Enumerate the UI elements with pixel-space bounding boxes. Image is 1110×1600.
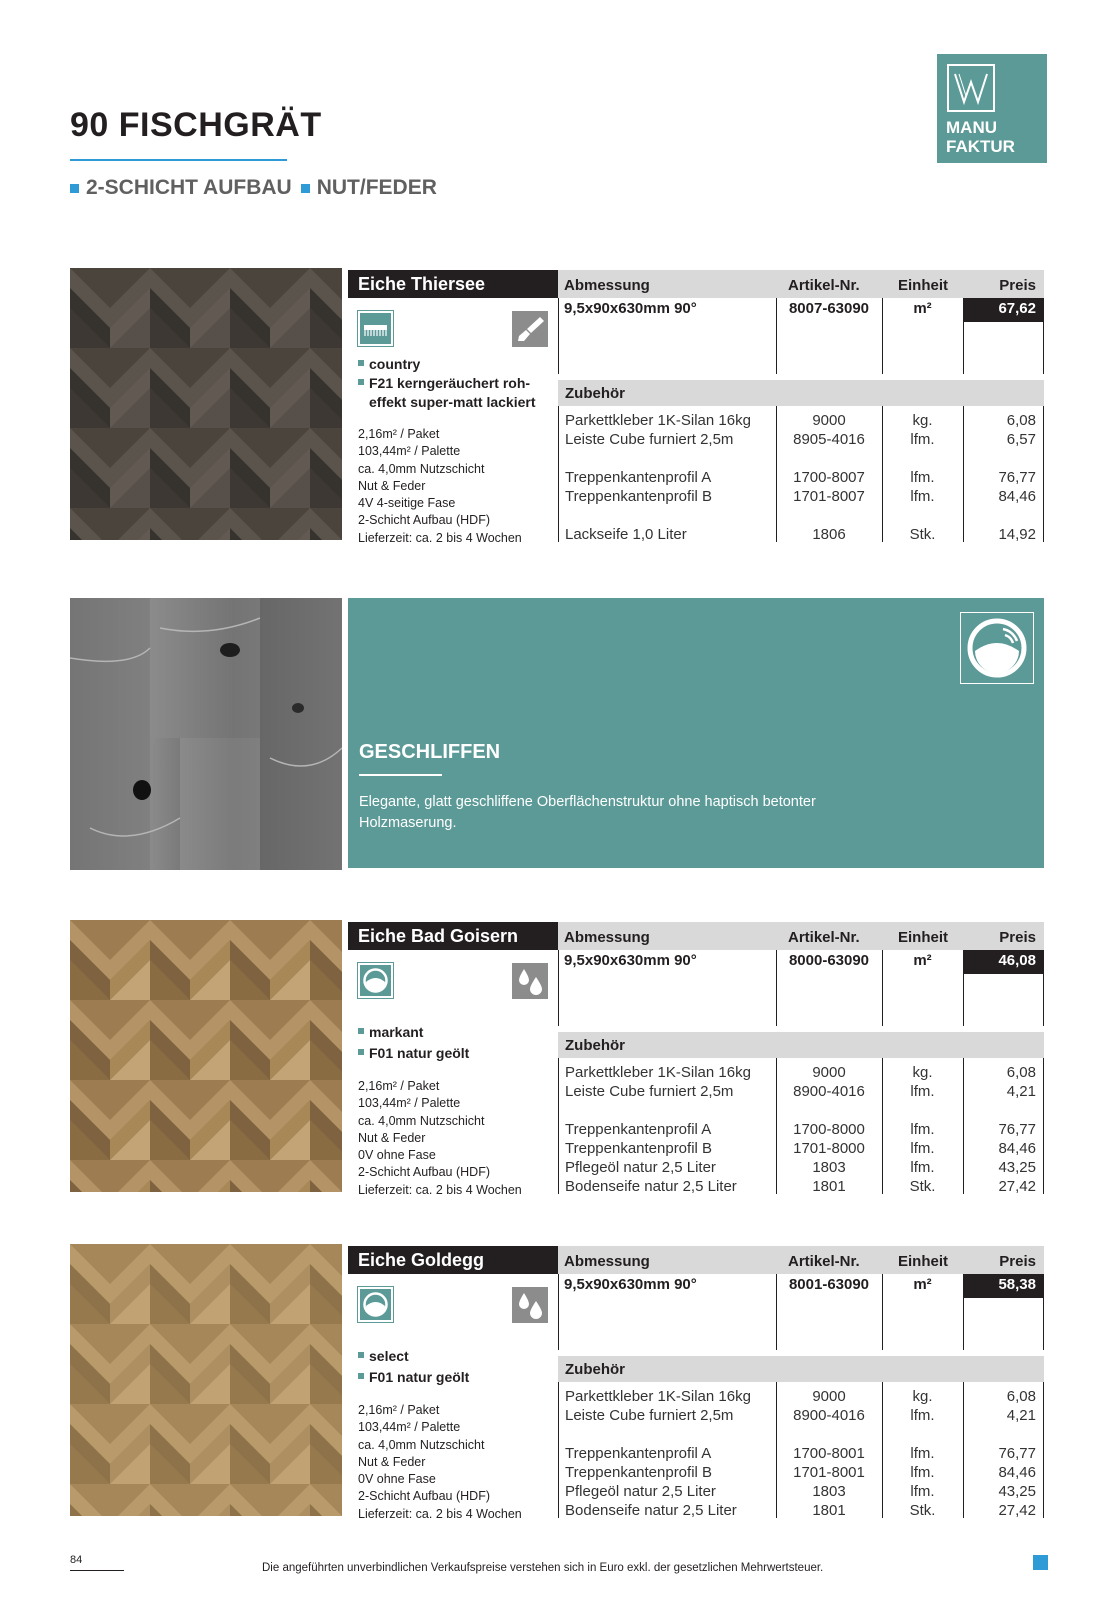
- accessory-row: Bodenseife natur 2,5 Liter 1801 Stk. 27,42: [565, 1502, 1036, 1519]
- accessory-row: Parkettkleber 1K-Silan 16kg 9000 kg. 6,08: [565, 1388, 1036, 1405]
- sanded-surface-image: [70, 598, 342, 870]
- w-logo-icon: [947, 64, 995, 112]
- price-badge: 67,62: [963, 298, 1044, 322]
- sanded-surface-icon: [960, 612, 1034, 684]
- product-features: country F21 kerngeräuchert roh- effekt super-matt lackiert: [358, 355, 536, 412]
- finish-info-panel: [348, 598, 1044, 868]
- product-specs: 2,16m² / Paket 103,44m² / Palette ca. 4,0mm Nutzschicht Nut & Feder 0V ohne Fase 2-Schicht Aufbau (HDF) Lieferzeit: ca. 2 bis 4 Wochen: [358, 1079, 522, 1197]
- product-name: Eiche Bad Goisern: [348, 922, 560, 950]
- dimension-value: 9,5x90x630mm 90°: [564, 300, 697, 317]
- product-specs: 2,16m² / Paket 103,44m² / Palette ca. 4,0mm Nutzschicht Nut & Feder 4V 4-seitige Fase 2-Schicht Aufbau (HDF) Lieferzeit: ca. 2 bis 4 Wochen: [358, 427, 522, 545]
- accessory-row: Pflegeöl natur 2,5 Liter 1803 lfm. 43,25: [565, 1159, 1036, 1176]
- dimension-value: 9,5x90x630mm 90°: [564, 1276, 697, 1293]
- accessory-row: Leiste Cube furniert 2,5m 8900-4016 lfm. 4,21: [565, 1407, 1036, 1424]
- product-name: Eiche Goldegg: [348, 1246, 560, 1274]
- accessory-row: Bodenseife natur 2,5 Liter 1801 Stk. 27,42: [565, 1178, 1036, 1195]
- table-header: Abmessung Artikel-Nr. Einheit Preis: [558, 922, 1044, 950]
- page-number: 84: [70, 1554, 83, 1566]
- logo-text: MANU FAKTUR: [946, 118, 1015, 156]
- price-badge: 58,38: [963, 1274, 1044, 1298]
- finish-heading: GESCHLIFFEN: [359, 741, 501, 763]
- accessory-row: Lackseife 1,0 Liter 1806 Stk. 14,92: [565, 526, 1036, 543]
- unit-value: m²: [913, 952, 932, 969]
- title-underline: [70, 159, 287, 161]
- dimension-value: 9,5x90x630mm 90°: [564, 952, 697, 969]
- article-number: 8001-63090: [788, 1276, 870, 1293]
- accessory-row: Treppenkantenprofil B 1701-8001 lfm. 84,46: [565, 1464, 1036, 1481]
- accessory-row: Pflegeöl natur 2,5 Liter 1803 lfm. 43,25: [565, 1483, 1036, 1500]
- accessories-header: Zubehör: [558, 1032, 1044, 1058]
- oil-drops-icon: [512, 1287, 548, 1323]
- paint-brush-icon: [512, 311, 548, 347]
- bullet-square: [301, 184, 310, 193]
- accessory-row: Treppenkantenprofil A 1700-8007 lfm. 76,77: [565, 469, 1036, 486]
- product-name: Eiche Thiersee: [348, 270, 560, 298]
- footer-marker: [1033, 1555, 1048, 1570]
- table-header: Abmessung Artikel-Nr. Einheit Preis: [558, 1246, 1044, 1274]
- article-number: 8007-63090: [788, 300, 870, 317]
- accessory-row: Treppenkantenprofil A 1700-8000 lfm. 76,77: [565, 1121, 1036, 1138]
- accessory-row: Leiste Cube furniert 2,5m 8900-4016 lfm. 4,21: [565, 1083, 1036, 1100]
- accessory-row: Parkettkleber 1K-Silan 16kg 9000 kg. 6,08: [565, 412, 1036, 429]
- table-header: Abmessung Artikel-Nr. Einheit Preis: [558, 270, 1044, 298]
- accessory-row: Treppenkantenprofil A 1700-8001 lfm. 76,77: [565, 1445, 1036, 1462]
- page-number-rule: [70, 1570, 124, 1571]
- accessory-row: Leiste Cube furniert 2,5m 8905-4016 lfm. 6,57: [565, 431, 1036, 448]
- accessory-row: Treppenkantenprofil B 1701-8007 lfm. 84,46: [565, 488, 1036, 505]
- unit-value: m²: [913, 1276, 932, 1293]
- subtitle-joint: NUT/FEDER: [316, 176, 437, 199]
- accessories-header: Zubehör: [558, 1356, 1044, 1382]
- oil-drops-icon: [512, 963, 548, 999]
- accessory-row: Treppenkantenprofil B 1701-8000 lfm. 84,46: [565, 1140, 1036, 1157]
- price-disclaimer: Die angeführten unverbindlichen Verkaufspreise verstehen sich in Euro exkl. der gesetzlichen Mehrwertsteuer.: [262, 1562, 824, 1574]
- page-title: 90 FISCHGRÄT: [70, 106, 322, 144]
- product-features: markant F01 natur geölt: [358, 1023, 469, 1063]
- article-number: 8000-63090: [788, 952, 870, 969]
- product-image-eiche-thiersee: [70, 268, 342, 540]
- brush-surface-icon: [358, 311, 393, 346]
- product-features: select F01 natur geölt: [358, 1347, 469, 1387]
- unit-value: m²: [913, 300, 932, 317]
- sanded-surface-icon: [358, 963, 393, 998]
- manufaktur-logo: [937, 54, 1047, 163]
- product-specs: 2,16m² / Paket 103,44m² / Palette ca. 4,0mm Nutzschicht Nut & Feder 0V ohne Fase 2-Schicht Aufbau (HDF) Lieferzeit: ca. 2 bis 4 Wochen: [358, 1403, 522, 1521]
- product-image-eiche-goldegg: [70, 1244, 342, 1516]
- price-badge: 46,08: [963, 950, 1044, 974]
- bullet-square: [70, 184, 79, 193]
- page-subtitle: [70, 176, 437, 200]
- product-image-eiche-bad-goisern: [70, 920, 342, 1192]
- sanded-surface-icon: [358, 1287, 393, 1322]
- accessory-row: Parkettkleber 1K-Silan 16kg 9000 kg. 6,08: [565, 1064, 1036, 1081]
- finish-description: Elegante, glatt geschliffene Oberflächenstruktur ohne haptisch betonter Holzmaserung.: [359, 794, 816, 831]
- accessories-header: Zubehör: [558, 380, 1044, 406]
- heading-underline: [359, 774, 442, 776]
- subtitle-construction: 2-SCHICHT AUFBAU: [86, 176, 292, 199]
